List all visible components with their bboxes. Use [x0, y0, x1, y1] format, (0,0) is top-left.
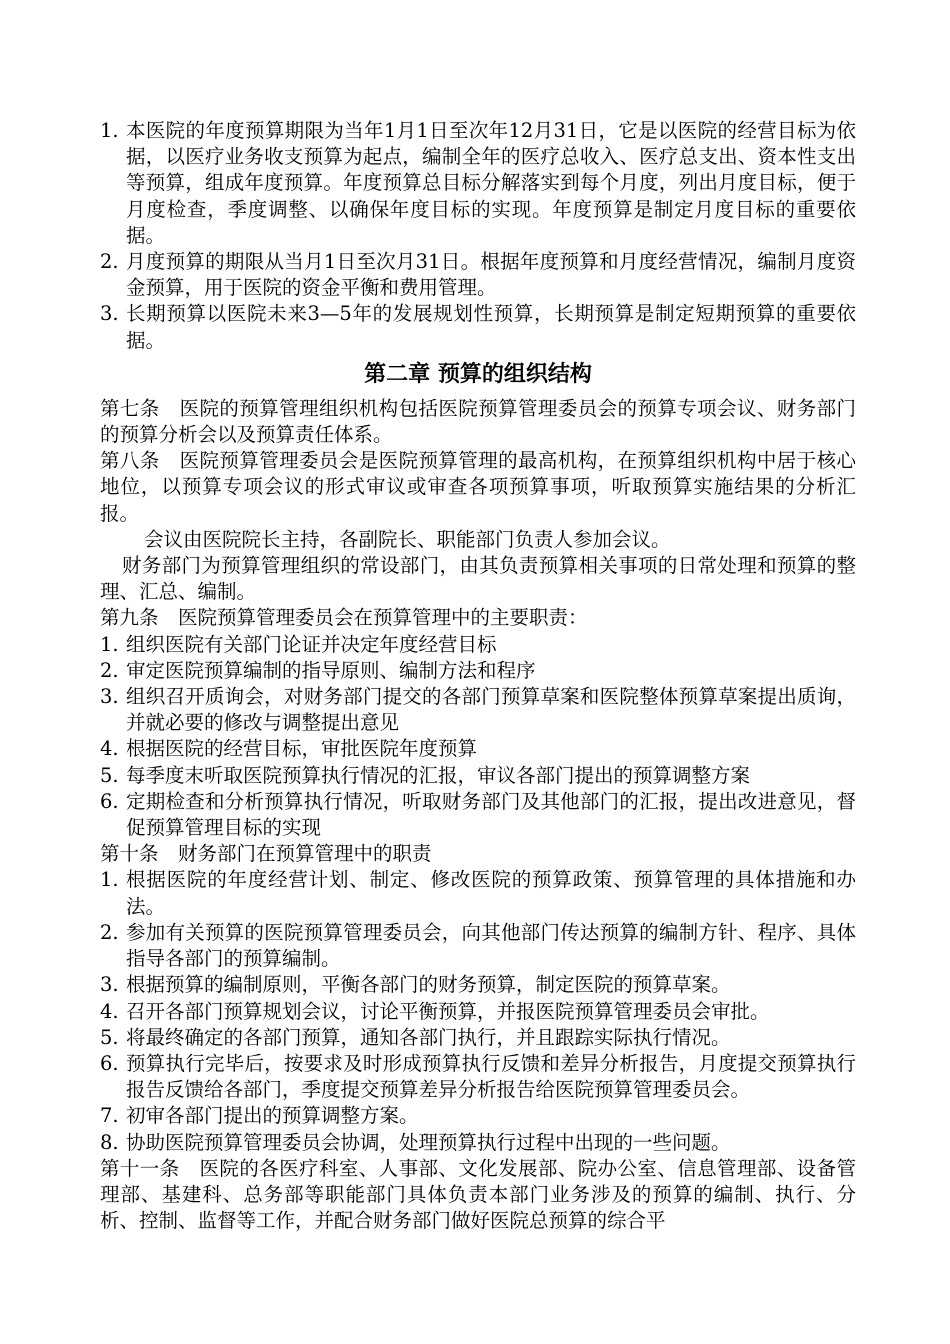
- list-text: 月度预算的期限从当月1日至次月31日。根据年度预算和月度经营情况，编制月度资金预算，用于医院的资金平衡和费用管理。: [126, 250, 856, 300]
- list-text: 根据预算的编制原则，平衡各部门的财务预算，制定医院的预算草案。: [126, 973, 731, 997]
- list-item: [100, 301, 856, 353]
- article-8-paragraph-3: 财务部门为预算管理组织的常设部门，由其负责预算相关事项的日常处理和预算的整理、汇总、编制。: [100, 554, 856, 604]
- list-item: [100, 1025, 856, 1051]
- list-number: 5.: [100, 1025, 119, 1049]
- list-number: 6.: [100, 1051, 119, 1075]
- list-item: [100, 763, 856, 789]
- list-number: 5.: [100, 763, 119, 787]
- list-item: [100, 972, 856, 998]
- list-text: 审定医院预算编制的指导原则、编制方法和程序: [126, 658, 536, 682]
- list-item: [100, 867, 856, 919]
- list-number: 2.: [100, 658, 119, 682]
- list-text: 将最终确定的各部门预算，通知各部门执行，并且跟踪实际执行情况。: [126, 1025, 731, 1049]
- list-number: 1.: [100, 868, 119, 892]
- list-number: 1.: [100, 632, 119, 656]
- list-item: [100, 789, 856, 841]
- list-text: 组织医院有关部门论证并决定年度经营目标: [126, 632, 497, 656]
- list-item: [100, 1103, 856, 1129]
- list-item: [100, 684, 856, 736]
- list-number: 3.: [100, 302, 119, 326]
- list-item: [100, 658, 856, 684]
- list-item: [100, 118, 856, 249]
- article-8: 第八条 医院预算管理委员会是医院预算管理的最高机构，在预算组织机构中居于核心地位，以预算专项会议的形式审议或审查各项预算事项，听取预算实施结果的分析汇报。: [100, 449, 856, 525]
- list-text: 定期检查和分析预算执行情况，听取财务部门及其他部门的汇报，提出改进意见，督促预算管理目标的实现: [126, 789, 856, 840]
- list-text: 长期预算以医院未来3—5年的发展规划性预算，长期预算是制定短期预算的重要依据。: [126, 302, 856, 352]
- article-7: 第七条 医院的预算管理组织机构包括医院预算管理委员会的预算专项会议、财务部门的预算分析会以及预算责任体系。: [100, 396, 856, 447]
- article-9: 第九条 医院预算管理委员会在预算管理中的主要职责：: [100, 606, 588, 630]
- article-8-paragraph-2: 会议由医院院长主持，各副院长、职能部门负责人参加会议。: [144, 527, 671, 551]
- chapter-heading: 第二章 预算的组织结构: [364, 361, 592, 387]
- list-number: 2.: [100, 920, 119, 944]
- list-text: 组织召开质询会，对财务部门提交的各部门预算草案和医院整体预算草案提出质询，并就必要的修改与调整提出意见: [126, 685, 856, 735]
- list-item: [100, 249, 856, 301]
- list-item: [100, 632, 856, 658]
- list-number: 4.: [100, 737, 119, 761]
- list-number: 7.: [100, 1104, 119, 1128]
- list-number: 2.: [100, 250, 119, 274]
- list-item: [100, 999, 856, 1025]
- list-item: [100, 1130, 856, 1156]
- article-11: 第十一条 医院的各医疗科室、人事部、文化发展部、院办公室、信息管理部、设备管理部、基建科、总务部等职能部门具体负责本部门业务涉及的预算的编制、执行、分析、控制、监督等工作，并配合财务部门做好医院总预算的综合平: [100, 1156, 856, 1233]
- list-item: [100, 736, 856, 762]
- list-text: 根据医院的经营目标，审批医院年度预算: [126, 737, 478, 761]
- list-text: 根据医院的年度经营计划、制定、修改医院的预算政策、预算管理的具体措施和办法。: [126, 868, 856, 918]
- list-text: 本医院的年度预算期限为当年1月1日至次年12月31日，它是以医院的经营目标为依据，以医疗业务收支预算为起点，编制全年的医疗总收入、医疗总支出、资本性支出等预算，组成年度预算。年度预算总目标分解落实到每个月度，列出月度目标，便于月度检查，季度调整、以确保年度目标的实现。年度预算是制定月度目标的重要依据。: [126, 119, 856, 247]
- list-number: 6.: [100, 789, 119, 813]
- list-text: 参加有关预算的医院预算管理委员会，向其他部门传达预算的编制方针、程序、具体指导各部门的预算编制。: [126, 920, 856, 971]
- list-text: 协助医院预算管理委员会协调，处理预算执行过程中出现的一些问题。: [126, 1130, 731, 1154]
- list-item: [100, 920, 856, 972]
- list-number: 1.: [100, 119, 119, 142]
- list-number: 8.: [100, 1130, 119, 1154]
- document-page: [100, 118, 856, 1234]
- list-number: 3.: [100, 973, 119, 997]
- list-text: 召开各部门预算规划会议，讨论平衡预算，并报医院预算管理委员会审批。: [126, 999, 770, 1023]
- list-item: [100, 1051, 856, 1103]
- list-number: 4.: [100, 999, 119, 1023]
- list-text: 每季度末听取医院预算执行情况的汇报，审议各部门提出的预算调整方案: [126, 763, 751, 787]
- list-text: 预算执行完毕后，按要求及时形成预算执行反馈和差异分析报告，月度提交预算执行报告反馈给各部门，季度提交预算差异分析报告给医院预算管理委员会。: [126, 1051, 856, 1102]
- list-text: 初审各部门提出的预算调整方案。: [126, 1104, 419, 1128]
- article-10: 第十条 财务部门在预算管理中的职责: [100, 842, 432, 866]
- list-number: 3.: [100, 685, 119, 709]
